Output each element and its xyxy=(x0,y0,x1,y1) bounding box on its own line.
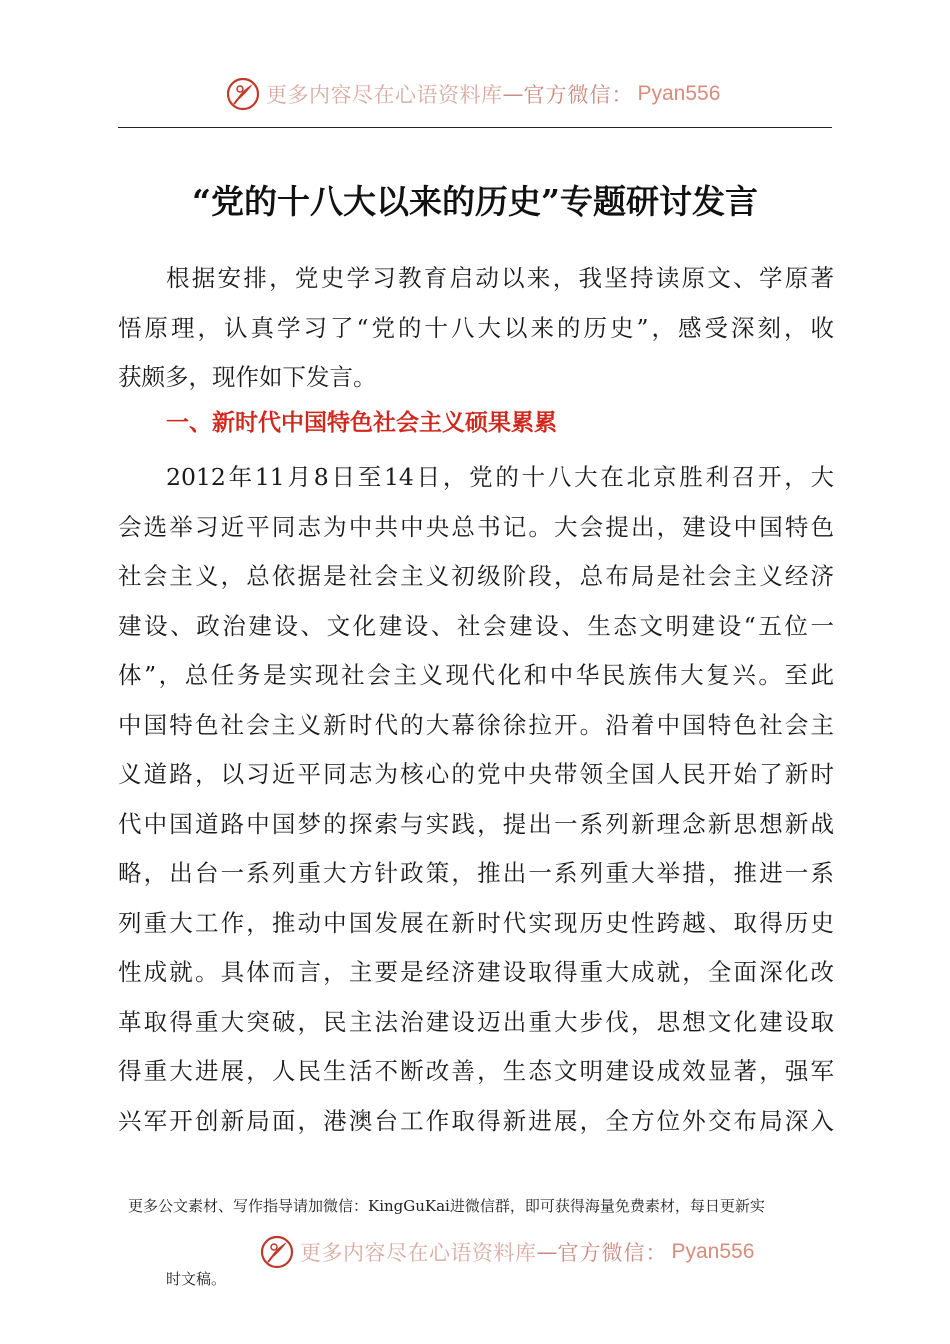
document-title: “党的十八大以来的历史”专题研讨发言 xyxy=(192,182,758,221)
header-watermark xyxy=(226,74,720,114)
footer-note: 更多公文素材、写作指导请加微信：KingGuKai进微信群，即可获得海量免费素材，每日更新实 xyxy=(128,1197,765,1215)
section-heading: 一、新时代中国特色社会主义硕果累累 xyxy=(166,410,557,436)
intro-line: 获颇多，现作如下发言。 xyxy=(118,363,377,391)
intro-line: 根据安排，党史学习教育启动以来，我坚持读原文、学原著 xyxy=(166,264,834,292)
paragraph-line: 中国特色社会主义新时代的大幕徐徐拉开。沿着中国特色社会主 xyxy=(118,710,834,739)
paragraph-line: 义道路，以习近平同志为核心的党中央带领全国人民开始了新时 xyxy=(118,760,834,788)
section-paragraph xyxy=(118,453,834,1146)
paragraph-line: 列重大工作，推动中国发展在新时代实现历史性跨越、取得历史 xyxy=(118,908,834,937)
paragraph-line: 2012年11月8日至14日，党的十八大在北京胜利召开，大 xyxy=(166,463,834,491)
paragraph-line: 代中国道路中国梦的探索与实践，提出一系列新理念新思想新战 xyxy=(118,809,834,838)
paragraph-line: 性成就。具体而言，主要是经济建设取得重大成就，全面深化改 xyxy=(118,958,834,986)
quill-logo-icon xyxy=(226,77,260,111)
watermark-wechat-id: Pyan556 xyxy=(671,1240,755,1263)
footer-note-continued: 时文稿。 xyxy=(166,1270,227,1288)
intro-paragraph xyxy=(118,254,834,403)
watermark-text: 更多内容尽在心语资料库 xyxy=(266,83,503,107)
intro-line: 悟原理，认真学习了“党的十八大以来的历史”，感受深刻，收 xyxy=(118,313,834,342)
paragraph-line: 建设、政治建设、文化建设、社会建设、生态文明建设“五位一 xyxy=(118,611,834,640)
paragraph-line: 体”，总任务是实现社会主义现代化和中华民族伟大复兴。至此 xyxy=(118,661,834,689)
watermark-separator: — xyxy=(536,1240,558,1264)
footer-watermark xyxy=(260,1232,754,1272)
paragraph-line: 社会主义，总依据是社会主义初级阶段，总布局是社会主义经济 xyxy=(118,562,834,590)
watermark-wechat-label: 官方微信： xyxy=(557,1241,668,1265)
header-divider xyxy=(118,127,832,128)
watermark-text: 更多内容尽在心语资料库 xyxy=(300,1241,537,1265)
paragraph-line: 兴军开创新局面，港澳台工作取得新进展，全方位外交布局深入 xyxy=(118,1106,834,1135)
quill-logo-icon xyxy=(260,1235,294,1269)
paragraph-line: 会选举习近平同志为中共中央总书记。大会提出，建设中国特色 xyxy=(118,512,834,541)
paragraph-line: 略，出台一系列重大方针政策，推出一系列重大举措，推进一系 xyxy=(118,859,834,887)
watermark-separator: — xyxy=(502,82,524,106)
watermark-wechat-id: Pyan556 xyxy=(637,82,721,105)
paragraph-line: 革取得重大突破，民主法治建设迈出重大步伐，思想文化建设取 xyxy=(118,1007,834,1036)
paragraph-line: 得重大进展，人民生活不断改善，生态文明建设成效显著，强军 xyxy=(118,1057,834,1085)
watermark-wechat-label: 官方微信： xyxy=(523,83,634,107)
